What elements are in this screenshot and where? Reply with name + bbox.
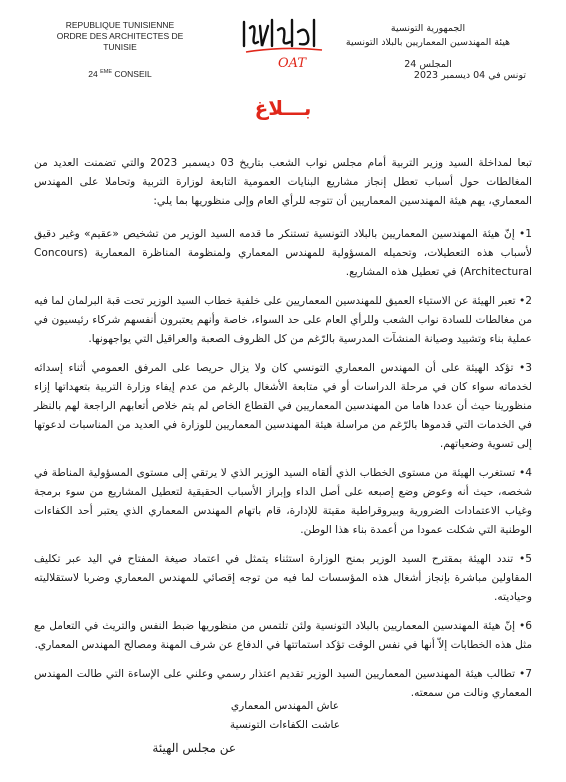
page-title: بـــلاغ [254,96,312,120]
header-french-block [40,20,200,80]
closing-line-1: عاش المهندس المعماري [230,700,340,712]
oat-logo [238,12,328,72]
signature: عن مجلس الهيئة [152,741,236,755]
point-6: 6• إنّ هيئة المهندسين المعماريين بالبلاد التونسية ولئن تلتمس من منظوريها ضبط النفس والتريث في التعامل مع مثل هذه الخطابات إلاّ أنها في نفس الوقت تؤكد استماتتها في الدفاع عن شرف المهنة ومصالح المهندس المعماري. [34,620,532,651]
header-republic: REPUBLIQUE TUNISIENNE [65,20,175,30]
point-2: 2• تعبر الهيئة عن الاستياء العميق للمهندسين المعماريين على خلفية خطاب السيد الوزير تحت قبة البرلمان لما فيه من مغالطات للسادة نواب الشعب وللرأي العام على حد السواء، خاصة وأنهم يعتبرون أنفسهم شركاء رئيسيون في عملية بناء وتشييد وصيانة المنشآت المدرسية بالرّغم من كل الظروف الصعبة والعراقيل التي يواجهونها. [34,295,532,345]
point-5: 5• تندد الهيئة بمقترح السيد الوزير بمنح الوزارة استثناء يتمثل في اعتماد صيغة المفتاح في اليد عبر تكليف المقاولين مباشرة بإنجاز أشغال هذه المؤسسات لما فيه من توجه إقصائي للمهندس المعماري وضربا لاستقلاليته وحياديته. [34,553,532,603]
intro-paragraph: تبعا لمداخلة السيد وزير التربية أمام مجلس نواب الشعب بتاريخ 03 ديسمبر 2023 والتي تضمنت العديد من المغالطات حول أسباب تعطل إنجاز مشاريع البنايات العمومية التابعة لوزارة التربية وتحاملا على المهندس المعماري، يهم هيئة المهندسين المعماريين أن تتوجه للرأي العام وإلى منظوريها بما يلي: [34,157,532,207]
header-order-name-ar: هيئة المهندسين المعماريين بالبلاد التونسية [345,37,511,48]
header-date: تونس في 04 ديسمبر 2023 [413,70,526,81]
point-4: 4• تستغرب الهيئة من مستوى الخطاب الذي ألقاه السيد الوزير الذي لا يرتقي إلى مستوى المسؤولية المناطة في شخصه، حيث أنه وعوض وضع إصبعه على أصل الداء وإبراز الأسباب الحقيقية لتعطيل المشاريع من سوء برمجة وغياب الاعتمادات الضرورية وبيروقراطية مقيتة للإدارة، قام باتهام المهندس المعماري الذي يعتبر أحد الكفاءات الوطنية التي شكلت عمودا من أعمدة بناء هذا الوطن. [34,467,532,536]
header-order-name: ORDRE DES ARCHITECTES DE TUNISIE [56,31,184,52]
closing-slogans [200,697,370,735]
header-council: 24 $^{EME}$ CONSEIL [88,68,152,79]
point-7: 7• تطالب هيئة المهندسين المعماريين السيد الوزير تقديم اعتذار رسمي وعلني على الإساءة التي طالت المهندس المعماري ونالت من سمعته. [34,668,532,699]
header-council-ar: المجلس 24 [404,59,452,70]
header-arabic-block [328,22,528,72]
point-1: 1• إنّ هيئة المهندسين المعماريين بالبلاد التونسية تستنكر ما قدمه السيد الوزير من تشخيص «عقيم» وغير دقيق لأسباب هذه التعطيلات، وتحميله المسؤولية للمهندس المعماري ولمنظومة المناظرة المعمارية (Concours Architectural) في تعطيل هذه المشاريع. [34,228,532,278]
closing-line-2: عاشت الكفاءات التونسية [229,719,341,731]
point-3: 3• تؤكد الهيئة على أن المهندس المعماري التونسي كان ولا يزال حريصا على المرفق العمومي أثناء إسدائه لخدماته سواء كان في مرحلة الدراسات أو في متابعة الأشغال بالرغم من عدم إيفاء وزارة التربية بتعهداتها إزاء منظورينا حيث أن عددا هاما من المهندسين المعماريين في القطاع الخاص لم يتم خلاص أتعابهم الراجعة لهم بالنظر في الخدمات التي قدموها بالرّغم من مراسلة هيئة المهندسين المعماريين للوزارة في العديد من المناسبات لدعوتها إلى تسوية وضعياتهم. [34,362,532,450]
statement-body [34,154,532,713]
header-republic-ar: الجمهورية التونسية [390,23,466,34]
logo-oat-text: OAT [278,56,307,71]
